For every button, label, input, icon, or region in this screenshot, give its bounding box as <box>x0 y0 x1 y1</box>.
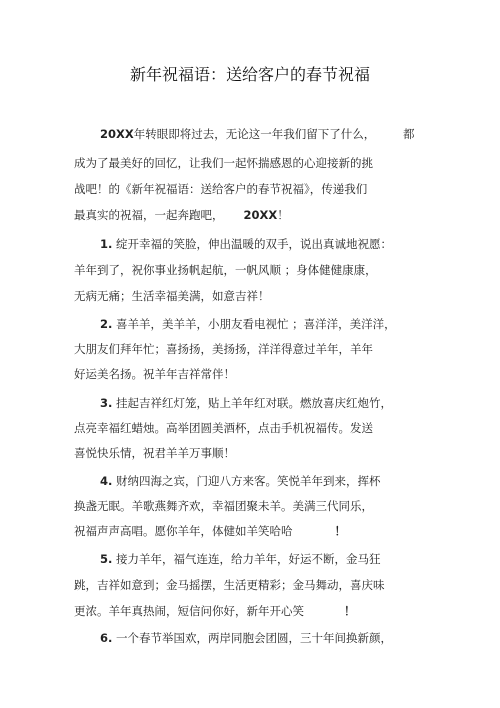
wish-2-line-1 <box>100 316 396 332</box>
wish-6-line-1 <box>100 630 392 646</box>
intro-line-3: 战吧！的《新年祝福语：送给客户的春节祝福》，传递我们 <box>74 182 368 196</box>
wish-5-line-1 <box>100 551 381 567</box>
wish-1-line-2: 羊年到了，祝你事业扬帆起航，一帆风顺 ；身体健健康康， <box>74 263 377 277</box>
intro-line-2: 成为了最美好的回忆，让我们一起怀揣感恩的心迎接新的挑 <box>74 156 373 170</box>
wish-6-text-1: 一个春节举国欢，两岸同胞会团圆，三十年间换新颜， <box>116 631 393 645</box>
wish-3-line-2: 点亮幸福红蜡烛。高举团圆美酒杯，点击手机祝福传。发送 <box>74 421 373 435</box>
intro-year: 20XX <box>100 127 134 141</box>
document-title: 新年祝福语：送给客户的春节祝福 <box>129 65 370 84</box>
wish-2-number: 2. <box>100 317 113 331</box>
intro-year-2: 20XX <box>243 208 278 222</box>
wish-4-line-2: 换盏无眠。羊歌燕舞齐欢，幸福团聚未羊。美满三代同乐， <box>74 499 373 513</box>
intro-line-1-tail: 都 <box>403 127 415 141</box>
wish-3-line-3: 喜悦快乐情，祝君羊羊万事顺！ <box>74 446 235 460</box>
wish-5-text-3: 更浓。羊年真热闹，短信问你好，新年开心笑 <box>74 604 304 618</box>
wish-1-number: 1. <box>100 237 113 251</box>
wish-3-number: 3. <box>100 396 113 410</box>
wish-5-number: 5. <box>100 552 113 566</box>
intro-end: ！ <box>277 208 289 222</box>
wish-6-number: 6. <box>100 631 113 645</box>
wish-5-line-3 <box>74 603 356 619</box>
wish-4-text-1: 财纳四海之宾，门迎八方来客。笑悦羊年到来，挥杯 <box>116 474 381 488</box>
wish-2-line-3: 好运美名扬。祝羊年吉祥常伴！ <box>74 367 235 381</box>
wish-5-line-2: 跳，吉祥如意到；金马摇摆，生活更精彩；金马舞动，喜庆味 <box>74 578 385 592</box>
wish-5-end: ！ <box>344 604 356 618</box>
intro-text-1: 年转眼即将过去，无论这一年我们留下了什么， <box>133 127 376 141</box>
wish-4-text-3: 祝福声声高唱。愿你羊年，体健如羊笑哈哈 <box>74 524 293 538</box>
intro-text-4: 最真实的祝福，一起奔跑吧， <box>74 208 224 222</box>
wish-5-text-1: 接力羊年，福气连连，给力羊年，好运不断，金马狂 <box>116 552 381 566</box>
wish-3-line-1 <box>100 395 392 411</box>
wish-1-line-3: 无病无痛；生活幸福美满，如意吉祥！ <box>74 289 270 303</box>
wish-1-line-1 <box>100 236 392 252</box>
wish-4-line-1 <box>100 473 381 489</box>
wish-4-end: ！ <box>334 524 346 538</box>
wish-2-line-2: 大朋友们拜年忙；喜扬扬，美扬扬，洋洋得意过羊年，羊年 <box>74 342 373 356</box>
wish-1-text-1: 绽开幸福的笑脸，伸出温暖的双手，说出真诚地祝愿： <box>116 237 393 251</box>
wish-3-text-1: 挂起吉祥红灯笼，贴上羊年红对联。燃放喜庆红炮竹， <box>116 396 393 410</box>
wish-4-line-3 <box>74 523 346 539</box>
intro-line-4 <box>74 207 289 223</box>
intro-line-1 <box>100 126 375 142</box>
wish-4-number: 4. <box>100 474 113 488</box>
wish-2-text-1: 喜羊羊，美羊羊，小朋友看电视忙 ；喜洋洋，美洋洋， <box>116 317 396 331</box>
